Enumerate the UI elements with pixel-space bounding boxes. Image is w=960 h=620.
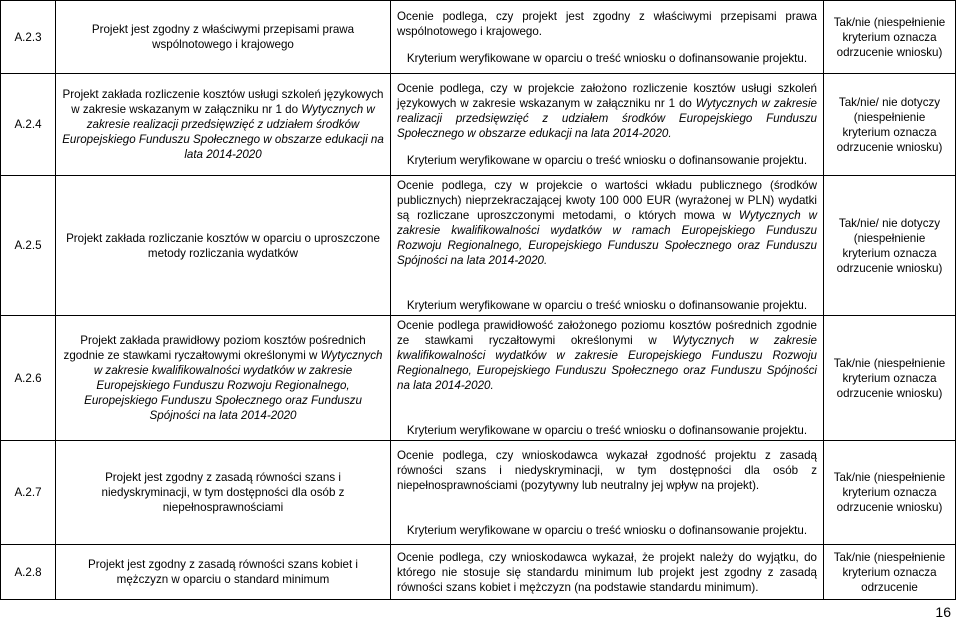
text-segment: Ocenie podlega, czy wnioskodawca wykazał zgodność projektu z zasadą równości szans i niedyskryminacji, w tym dostępności dla osób z niepełnosprawnościami (pozytywny lub neutralny jej wpływ na projekt). (397, 448, 817, 492)
text-segment: Ocenie podlega, czy projekt jest zgodny z właściwymi przepisami prawa wspólnotowego i krajowego. (397, 9, 817, 38)
criterion-name (56, 176, 391, 316)
criterion-row (1, 176, 956, 316)
text-segment: Ocenie podlega, czy w projekcie założono rozliczenie kosztów usługi szkoleń językowych w zakresie wskazanym w załączniku nr 1 do (397, 82, 817, 110)
criterion-description-text (397, 449, 817, 492)
criterion-row (1, 316, 956, 441)
criterion-name (56, 1, 391, 74)
scoring-rule: Tak/nie (niespełnienie kryterium oznacza odrzucenie wniosku) (824, 316, 956, 441)
text-segment: Projekt zakłada rozliczanie kosztów w oparciu o uproszczone metody rozliczania wydatków (66, 231, 380, 260)
criterion-description-text (397, 319, 817, 392)
criterion-id: A.2.5 (1, 176, 56, 316)
criterion-row (1, 441, 956, 545)
text-segment: Wytycznych w zakresie kwalifikowalności wydatków w zakresie Europejskiego Funduszu Rozwoju Regionalnego, Europejskiego Funduszu Społecznego oraz Funduszu Spójności na lata 2014-2020 (84, 349, 383, 422)
criterion-name (56, 545, 391, 600)
criterion-description-text (397, 551, 817, 594)
criterion-description (391, 316, 824, 441)
criterion-id: A.2.4 (1, 74, 56, 176)
verification-note: Kryterium weryfikowane w oparciu o treść wniosku o dofinansowanie projektu. (406, 51, 808, 65)
criterion-description (391, 441, 824, 545)
verification-note: Kryterium weryfikowane w oparciu o treść wniosku o dofinansowanie projektu. (406, 154, 808, 167)
text-segment: Ocenie podlega prawidłowość założonego poziomu kosztów pośrednich zgodnie ze stawkami ryczałtowymi określonymi w (397, 319, 817, 347)
scoring-rule: Tak/nie/ nie dotyczy (niespełnienie kryterium oznacza odrzucenie wniosku) (824, 74, 956, 176)
criterion-description (391, 176, 824, 316)
verification-note: Kryterium weryfikowane w oparciu o treść wniosku o dofinansowanie projektu. (406, 424, 808, 437)
scoring-rule: Tak/nie/ nie dotyczy (niespełnienie kryterium oznacza odrzucenie wniosku) (824, 176, 956, 316)
text-segment: Projekt jest zgodny z zasadą równości szans i niedyskryminacji, w tym dostępności dla osób z niepełnosprawnościami (101, 471, 345, 514)
criterion-description (391, 1, 824, 74)
criterion-description (391, 74, 824, 176)
criterion-description-text (397, 10, 817, 38)
criterion-name (56, 74, 391, 176)
criterion-row (1, 1, 956, 74)
text-segment: Wytycznych w zakresie kwalifikowalności wydatków w ramach Europejskiego Funduszu Rozwoju Regionalnego, Europejskiego Funduszu Społecznego oraz Funduszu Spójności na lata 2014-2020. (397, 209, 817, 267)
text-segment: Ocenie podlega, czy w projekcie o wartości wkładu publicznego (środków publicznych) nieprzekraczającej kwoty 100 000 EUR (wyrażonej w PLN) wydatki są rozliczane uproszczonymi metodami, o których mowa w (397, 179, 817, 222)
text-segment: Projekt zakłada prawidłowy poziom kosztów pośrednich zgodnie ze stawkami ryczałtowymi określonymi w (63, 334, 366, 362)
criterion-description-text (397, 179, 817, 267)
page-number: 16 (935, 604, 951, 620)
criterion-description (391, 545, 824, 600)
criterion-id: A.2.8 (1, 545, 56, 600)
text-segment: Ocenie podlega, czy wnioskodawca wykazał, że projekt należy do wyjątku, do którego nie stosuje się standardu minimum lub projekt jest zgodny z zasadą równości szans kobiet i mężczyzn (na podstawie standardu minimum). (397, 550, 817, 594)
scoring-rule: Tak/nie (niespełnienie kryterium oznacza odrzucenie wniosku) (824, 441, 956, 545)
criterion-id: A.2.6 (1, 316, 56, 441)
criterion-name (56, 316, 391, 441)
text-segment: Wytycznych w zakresie realizacji przedsięwzięć z udziałem środków Europejskiego Funduszu Społecznego w obszarze edukacji na lata 2014-2020 (62, 103, 384, 161)
criterion-name (56, 441, 391, 545)
text-segment: Projekt jest zgodny z właściwymi przepisami prawa wspólnotowego i krajowego (91, 23, 355, 51)
verification-note: Kryterium weryfikowane w oparciu o treść wniosku o dofinansowanie projektu. (406, 523, 808, 537)
text-segment: Projekt jest zgodny z zasadą równości szans kobiet i mężczyzn w oparciu o standard minimum (87, 558, 358, 586)
criterion-row (1, 545, 956, 600)
scoring-rule: Tak/nie (niespełnienie kryterium oznacza odrzucenie wniosku) (824, 1, 956, 74)
text-segment: Wytycznych w zakresie kwalifikowalności wydatków w zakresie Europejskiego Funduszu Rozwoju Regionalnego, Europejskiego Funduszu Społecznego oraz Funduszu Spójności na lata 2014-2020. (397, 334, 817, 392)
criterion-id: A.2.3 (1, 1, 56, 74)
criterion-description-text (397, 82, 817, 140)
verification-note: Kryterium weryfikowane w oparciu o treść wniosku o dofinansowanie projektu. (406, 299, 808, 312)
text-segment: Projekt zakłada rozliczenie kosztów usługi szkoleń językowych w zakresie wskazanym w załączniku nr 1 do (62, 88, 384, 116)
text-segment: Wytycznych w zakresie realizacji przedsięwzięć z udziałem środków Europejskiego Funduszu Społecznego w obszarze edukacji na lata 2014-2020. (397, 97, 817, 140)
criterion-id: A.2.7 (1, 441, 56, 545)
criterion-row (1, 74, 956, 176)
scoring-rule: Tak/nie (niespełnienie kryterium oznacza odrzucenie (824, 545, 956, 600)
